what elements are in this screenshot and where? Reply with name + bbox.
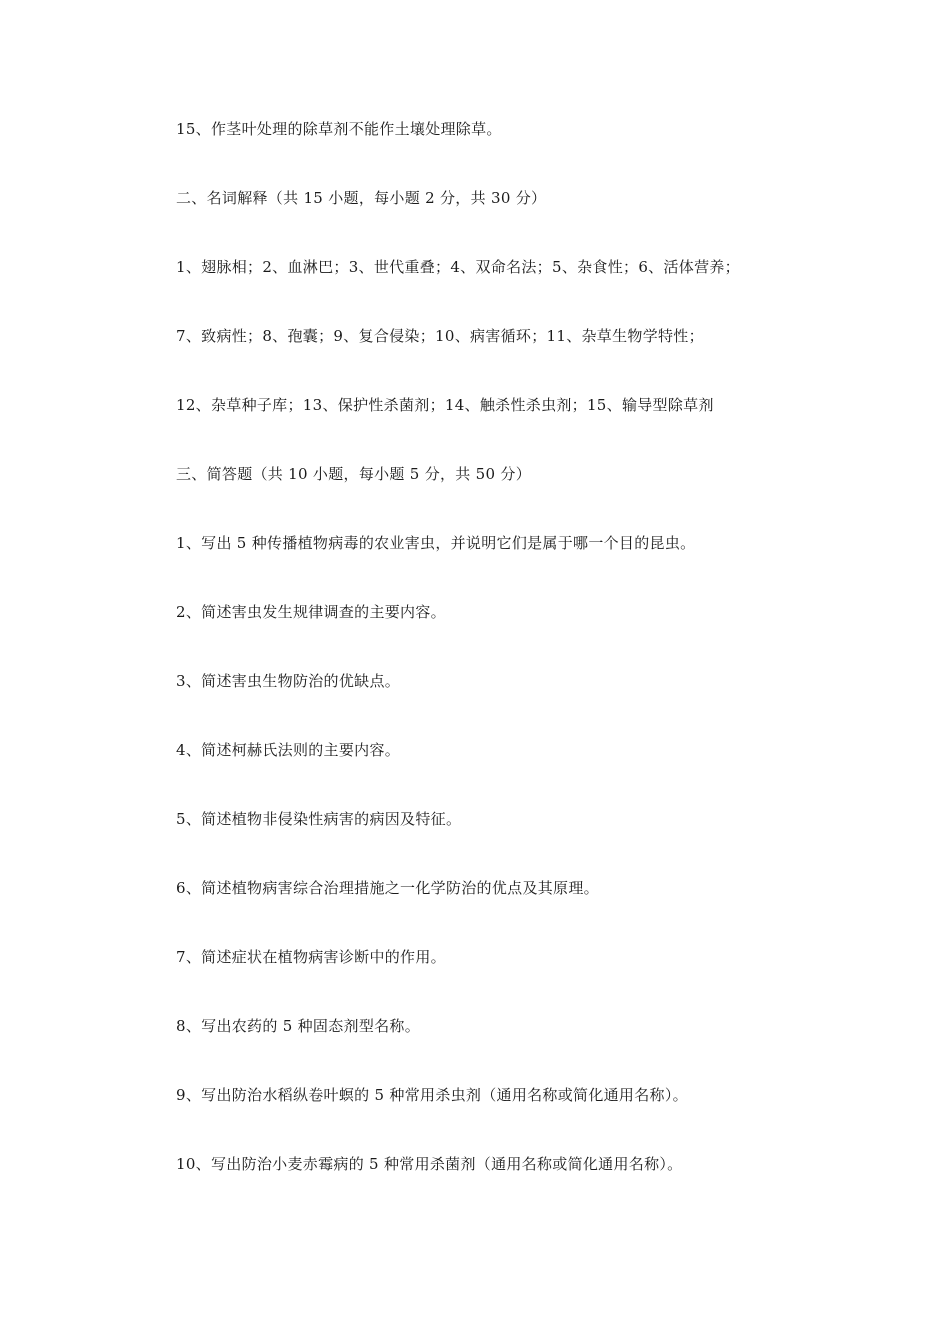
terms-list-line-1: 1、翅脉相；2、血淋巴；3、世代重叠；4、双命名法；5、杂食性；6、活体营养；: [176, 258, 740, 276]
section-heading-terms: 二、名词解释（共 15 小题，每小题 2 分，共 30 分）: [176, 189, 547, 207]
question-6: 6、简述植物病害综合治理措施之一化学防治的优点及其原理。: [176, 879, 599, 897]
item-15-true-false: 15、作茎叶处理的除草剂不能作土壤处理除草。: [176, 120, 502, 138]
question-3: 3、简述害虫生物防治的优缺点。: [176, 672, 401, 690]
question-5: 5、简述植物非侵染性病害的病因及特征。: [176, 810, 462, 828]
question-2: 2、简述害虫发生规律调查的主要内容。: [176, 603, 446, 621]
question-4: 4、简述柯赫氏法则的主要内容。: [176, 741, 401, 759]
question-7: 7、简述症状在植物病害诊断中的作用。: [176, 948, 446, 966]
question-10: 10、写出防治小麦赤霉病的 5 种常用杀菌剂（通用名称或简化通用名称）。: [176, 1155, 683, 1173]
section-heading-short-answer: 三、简答题（共 10 小题，每小题 5 分，共 50 分）: [176, 465, 532, 483]
terms-list-line-3: 12、杂草种子库；13、保护性杀菌剂；14、触杀性杀虫剂；15、输导型除草剂: [176, 396, 714, 414]
question-8: 8、写出农药的 5 种固态剂型名称。: [176, 1017, 421, 1035]
terms-list-line-2: 7、致病性；8、孢囊；9、复合侵染；10、病害循环；11、杂草生物学特性；: [176, 327, 704, 345]
question-9: 9、写出防治水稻纵卷叶螟的 5 种常用杀虫剂（通用名称或简化通用名称）。: [176, 1086, 688, 1104]
question-1: 1、写出 5 种传播植物病毒的农业害虫，并说明它们是属于哪一个目的昆虫。: [176, 534, 696, 552]
